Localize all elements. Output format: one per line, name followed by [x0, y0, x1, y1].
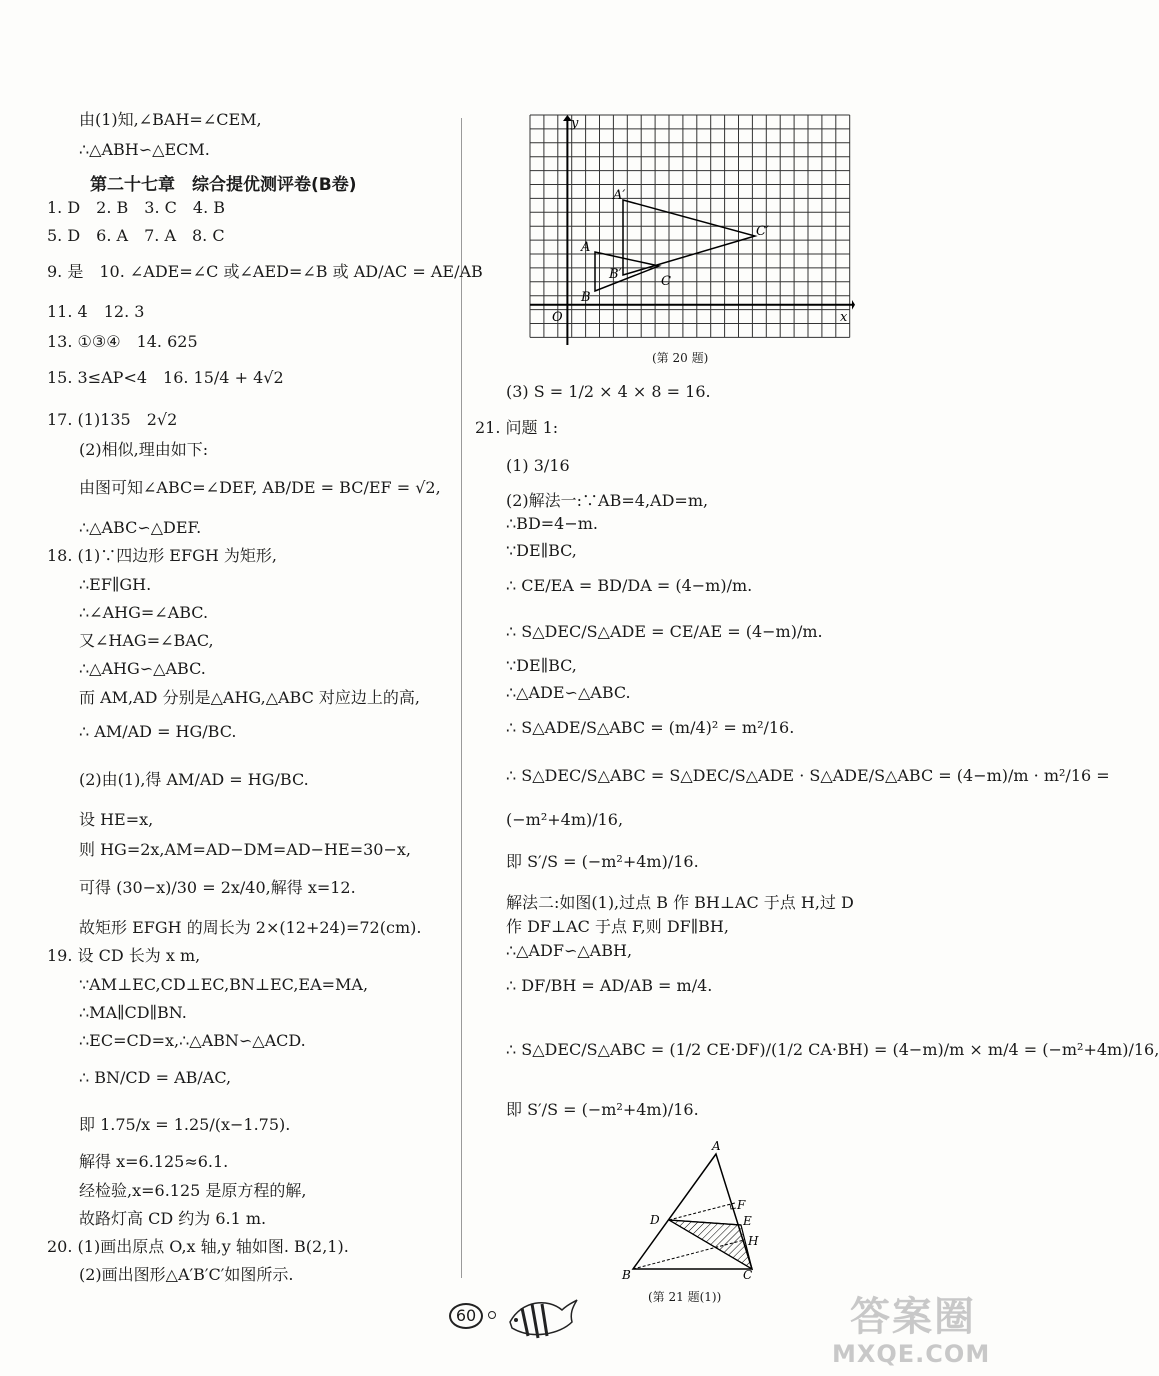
text-line: ∴MA∥CD∥BN.: [79, 1003, 187, 1022]
text-line: 即 S′/S = (−m²+4m)/16.: [506, 852, 699, 871]
answer-line: 21. 问题 1:: [475, 418, 559, 437]
text-line: ∵AM⊥EC,CD⊥EC,BN⊥EC,EA=MA,: [79, 975, 369, 994]
answer-line: 17. (1)135 2√2: [47, 410, 178, 429]
text-line: ∴△ADE∽△ABC.: [506, 683, 631, 702]
text-line: 又∠HAG=∠BAC,: [79, 631, 214, 650]
fig21-label: F: [737, 1198, 746, 1212]
section-title: 第二十七章 综合提优测评卷(B卷): [90, 175, 357, 195]
watermark-url: MXQE.COM: [832, 1340, 991, 1368]
text-line: (1) 3/16: [506, 456, 570, 475]
text-line: ∴BD=4−m.: [506, 514, 599, 533]
page-dot-ornament: [488, 1311, 496, 1319]
fig21-label: A: [712, 1139, 721, 1153]
text-line: 设 HE=x,: [79, 810, 154, 829]
answer-line: 1. D 2. B 3. C 4. B: [47, 198, 225, 217]
text-line: ∴ DF/BH = AD/AB = m/4.: [506, 976, 713, 995]
triangle-a-prime-b-prime-c-prime: [623, 200, 755, 275]
text-line: 解法二:如图(1),过点 B 作 BH⊥AC 于点 H,过 D: [506, 893, 854, 912]
answer-line: 11. 4 12. 3: [47, 302, 145, 321]
text-line: ∴△ABH∽△ECM.: [79, 140, 210, 159]
fig21-label: H: [748, 1234, 759, 1248]
text-line: ∵DE∥BC,: [506, 541, 577, 560]
answer-line: 9. 是 10. ∠ADE=∠C 或∠AED=∠B 或 AD/AC = AE/AB: [47, 262, 483, 281]
text-line: 即 1.75/x = 1.25/(x−1.75).: [79, 1115, 291, 1134]
text-line: (2)解法一:∵AB=4,AD=m,: [506, 491, 709, 510]
text-line: ∴ S△ADE/S△ABC = (m/4)² = m²/16.: [506, 718, 795, 737]
figure-21-caption: (第 21 题(1)): [648, 1290, 722, 1304]
figure-20-grid: [530, 115, 855, 345]
text-line: ∴EF∥GH.: [79, 575, 152, 594]
text-line: 而 AM,AD 分别是△AHG,△ABC 对应边上的高,: [79, 688, 421, 707]
text-line: 作 DF⊥AC 于点 F,则 DF∥BH,: [506, 917, 729, 936]
fig21-label: B: [622, 1268, 631, 1282]
answer-line: 15. 3≤AP<4 16. 15/4 + 4√2: [47, 368, 284, 387]
fig21-label: E: [743, 1214, 752, 1228]
text-line: 即 S′/S = (−m²+4m)/16.: [506, 1100, 699, 1119]
text-line: (2)相似,理由如下:: [79, 440, 209, 459]
fig20-label: A: [581, 240, 591, 255]
text-line: (−m²+4m)/16,: [506, 810, 624, 829]
text-line: ∵DE∥BC,: [506, 656, 577, 675]
text-line: 由图可知∠ABC=∠DEF, AB/DE = BC/EF = √2,: [79, 478, 441, 497]
answer-line: 19. 设 CD 长为 x m,: [47, 946, 201, 965]
text-line: ∴ CE/EA = BD/DA = (4−m)/m.: [506, 576, 753, 595]
fig20-label: C: [661, 274, 671, 289]
fig20-label: C′: [756, 224, 769, 239]
text-line: ∴ S△DEC/S△ABC = S△DEC/S△ADE · S△ADE/S△ABC = (4−m)/m · m²/16 =: [506, 766, 1110, 785]
text-line: ∴ BN/CD = AB/AC,: [79, 1068, 232, 1087]
fig20-label: A′: [613, 188, 626, 203]
answer-line: 13. ①③④ 14. 625: [47, 332, 198, 351]
answer-line: 20. (1)画出原点 O,x 轴,y 轴如图. B(2,1).: [47, 1237, 349, 1256]
column-divider: [461, 118, 462, 1278]
text-line: (3) S = 1/2 × 4 × 8 = 16.: [506, 382, 711, 401]
text-line: ∴ S△DEC/S△ABC = (1/2 CE·DF)/(1/2 CA·BH) = (4−m)/m × m/4 = (−m²+4m)/16,: [506, 1040, 1159, 1059]
fig21-label: C: [743, 1268, 753, 1282]
text-line: (2)由(1),得 AM/AD = HG/BC.: [79, 770, 309, 789]
text-line: 经检验,x=6.125 是原方程的解,: [79, 1181, 307, 1200]
text-line: (2)画出图形△A′B′C′如图所示.: [79, 1265, 294, 1284]
text-line: 故路灯高 CD 约为 6.1 m.: [79, 1209, 267, 1228]
fig20-label: O: [552, 310, 563, 325]
text-line: ∴∠AHG=∠ABC.: [79, 603, 209, 622]
answer-line: 18. (1)∵四边形 EFGH 为矩形,: [47, 546, 277, 565]
figure-21-triangle: [620, 1137, 770, 1282]
watermark-logo-text: 答案圈: [850, 1294, 976, 1340]
text-line: 可得 (30−x)/30 = 2x/40,解得 x=12.: [79, 878, 356, 897]
text-line: ∴△AHG∽△ABC.: [79, 659, 206, 678]
text-line: 解得 x=6.125≈6.1.: [79, 1152, 229, 1171]
text-line: 故矩形 EFGH 的周长为 2×(12+24)=72(cm).: [79, 918, 422, 937]
text-line: ∴△ADF∽△ABH,: [506, 941, 633, 960]
fig20-label: y: [571, 116, 579, 131]
text-line: 则 HG=2x,AM=AD−DM=AD−HE=30−x,: [79, 840, 411, 859]
answer-line: 5. D 6. A 7. A 8. C: [47, 226, 225, 245]
figure-20-caption: (第 20 题): [652, 351, 709, 365]
text-line: 由(1)知,∠BAH=∠CEM,: [79, 110, 262, 129]
text-line: ∴ AM/AD = HG/BC.: [79, 722, 237, 741]
text-line: ∴EC=CD=x,∴△ABN∽△ACD.: [79, 1031, 306, 1050]
fig20-label: B′: [609, 267, 622, 282]
page-number: 60: [449, 1303, 483, 1329]
fish-logo-icon: [502, 1292, 578, 1346]
text-line: ∴ S△DEC/S△ADE = CE/AE = (4−m)/m.: [506, 622, 823, 641]
fig21-label: D: [650, 1213, 660, 1227]
x-axis-arrow: [852, 300, 855, 310]
fig20-label: B: [581, 290, 591, 305]
fig20-label: x: [840, 310, 848, 325]
text-line: ∴△ABC∽△DEF.: [79, 518, 202, 537]
